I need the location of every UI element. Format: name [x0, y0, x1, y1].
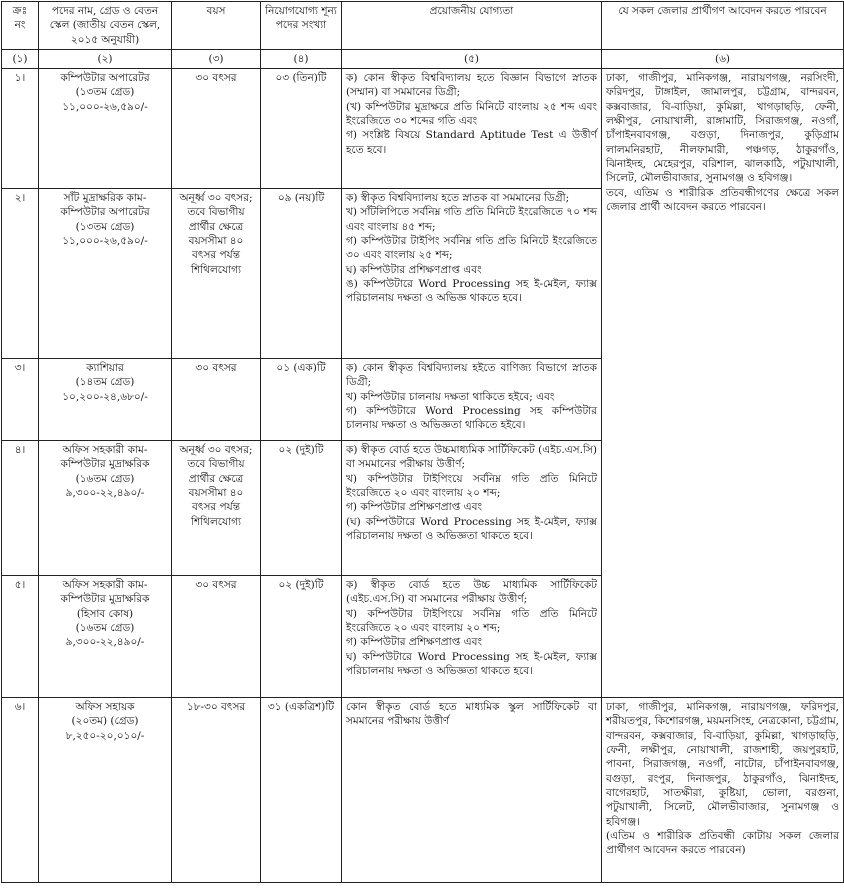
column-number: (৬)	[602, 49, 844, 68]
qualification-item: খ) কম্পিউটার টাইপিংয়ে সর্বনিম্ন গতি প্রতি মিনিটে ইংরেজিতে ২০ এবং বাংলায় ২০ শব্দ;	[346, 472, 597, 500]
qualification-item: (ঘ) কম্পিউটারে Word Processing সহ ই-মেইল, ফ্যাক্স পরিচালনায় দক্ষতা ও অভিজ্ঞতা থাকতে হবে।	[346, 515, 597, 542]
district-note: (এতিম ও শারীরিক প্রতিবন্ধী কোটায় সকল জেলার প্রার্থীগণ আবেদন করতে পারবেন)	[606, 829, 839, 857]
row-age: অনূর্ধ্ব ৩০ বৎসর; তবে বিভাগীয় প্রার্থীর ক্ষেত্রে বয়সসীমা ৪০ বৎসর পর্যন্ত শিথিলযোগ্য	[172, 189, 261, 359]
qualification-item: খ) কম্পিউটার টাইপিংয়ে সর্বনিম্ন গতি প্রতি মিনিটে ইংরেজিতে ২০ এবং বাংলায় ২০ শব্দ;	[346, 607, 597, 635]
qualification-item: গ) কম্পিউটার টাইপিং সর্বনিম্ন গতি প্রতি মিনিটে ইংরেজিতে ৩০ এবং বাংলায় ২৫ শব্দ;	[346, 235, 597, 262]
qualification-item: গ) কম্পিউটার প্রশিক্ষণপ্রাপ্ত এবং	[346, 636, 482, 649]
post-grade: (১৩তম গ্রেড)	[75, 220, 135, 233]
district-list: ঢাকা, গাজীপুর, মানিকগঞ্জ, নারায়ণগঞ্জ, ফরিদপুর, শরীয়তপুর, কিশোরগঞ্জ, ময়মনসিংহ, নেত্রকোনা, চট্টগ্রাম, বান্দরবন, কক্সবাজার, বি-বাড়িয়া, কুমিল্লা, খাগড়াছড়ি, ফেনী, লক্ষীপুর, নোয়াখালী, রাজশাহী, জয়পুরহাট, পাবনা, সিরাজগঞ্জ, নওগাঁ, নাটোর, চাঁপাইনবাবগঞ্জ, বগুড়া, রংপুর, দিনাজপুর, ঠাকুরগাঁও, ঝিনাইদহ, বাগেরহাট, সাতক্ষীরা, কুষ্টিয়া, ভোলা, বরগুনা, পটুয়াখালী, সিলেট, মৌলভীবাজার, সুনামগঞ্জ ও হবিগঞ্জ।	[606, 701, 839, 828]
row-qualification	[342, 359, 602, 441]
post-title: ক্যাশিয়ার	[86, 362, 124, 375]
table-row	[2, 698, 844, 883]
qualification-item: ক) স্বীকৃত বোর্ড হতে উচ্চ মাধ্যমিক সার্টিফিকেট (এইচ.এস.সি) বা সমমানের পরীক্ষায় উত্তীর্ণ;	[346, 579, 597, 606]
row-post	[39, 698, 172, 883]
qualification-item: ঙ) কম্পিউটারে Word Processing সহ ই-মেইল, ফ্যাক্স পরিচালনায় দক্ষতা ও অভিজ্ঞ থাকতে হবে।	[346, 277, 597, 305]
qualification-item: ক) কোন স্বীকৃত বিশ্ববিদ্যালয় হইতে বাণিজ্য বিভাগে স্নাতক ডিগ্রী;	[346, 362, 597, 389]
post-grade: (১৩তম গ্রেড)	[75, 86, 135, 99]
row-qualification	[342, 69, 602, 189]
header-serial: ক্রঃ নং	[2, 2, 39, 50]
row-vacancy: ০২ (দুই)টি	[261, 441, 342, 576]
row-post	[39, 69, 172, 189]
post-title: অফিস সহকারী কাম-কম্পিউটার মুদ্রাক্ষরিক	[60, 579, 150, 606]
row-age: ৩০ বৎসর	[172, 69, 261, 189]
column-number: (২)	[39, 49, 172, 68]
qualification-item: ক) স্বীকৃত বিশ্ববিদ্যালয় হতে স্নাতক বা সমমানের ডিগ্রী;	[346, 192, 570, 205]
row-age: ১৮-৩০ বৎসর	[172, 698, 261, 883]
post-grade: (১৬তম গ্রেড)	[75, 622, 135, 635]
row-qualification	[342, 189, 602, 359]
row-age: ৩০ বৎসর	[172, 576, 261, 698]
qualification-item: কোন স্বীকৃত বোর্ড হতে মাধ্যমিক স্কুল সার্টিফিকেট বা সমমানের পরীক্ষায় উত্তীর্ণ	[346, 701, 597, 728]
post-scale: ১০,২০০-২৪,৬৮০/-	[62, 390, 148, 403]
qualification-item: ঘ) কম্পিউটার প্রশিক্ষণপ্রাপ্ত এবং	[346, 263, 482, 276]
row-post	[39, 441, 172, 576]
post-grade: (১৬তম গ্রেড)	[75, 472, 135, 485]
row-districts	[602, 69, 844, 698]
qualification-item: খ) সাঁটলিপিতে সর্বনিম্ন গতি প্রতি মিনিটে ইংরেজিতে ৭০ শব্দ এবং বাংলায় ৪৫ শব্দ;	[346, 206, 597, 233]
post-title: কম্পিউটার অপারেটর	[60, 72, 150, 85]
header-post: পদের নাম, গ্রেড ও বেতন স্কেল (জাতীয় বেতন স্কেল, ২০১৫ অনুযায়ী)	[39, 2, 172, 50]
row-vacancy: ০৯ (নয়)টি	[261, 189, 342, 359]
row-qualification	[342, 576, 602, 698]
row-age: অনূর্ধ্ব ৩০ বৎসর; তবে বিভাগীয় প্রার্থীর ক্ষেত্রে বয়সসীমা ৪০ বৎসর পর্যন্ত শিথিলযোগ্য	[172, 441, 261, 576]
qualification-item: ক) কোন স্বীকৃত বিশ্ববিদ্যালয় হতে বিজ্ঞান বিভাগে স্নাতক (সম্মান) বা সমমানের ডিগ্রী;	[346, 72, 597, 99]
row-post	[39, 189, 172, 359]
row-serial: ১।	[2, 69, 39, 189]
post-scale: ৯,৩০০-২২,৪৯০/-	[65, 487, 145, 500]
row-vacancy: ৩১ (একত্রিশ)টি	[261, 698, 342, 883]
post-title: সাঁট মুদ্রাক্ষরিক কাম-কম্পিউটার অপারেটর	[60, 192, 150, 219]
post-scale: ১১,০০০-২৬,৫৯০/-	[62, 100, 148, 113]
row-post	[39, 576, 172, 698]
post-scale: ৮,২৫০-২০,০১০/-	[65, 729, 145, 742]
post-scale: ১১,০০০-২৬,৫৯০/-	[62, 235, 148, 248]
qualification-item: গ) কম্পিউটারে Word Processing সহ কম্পিউটার চালনায় দক্ষতা ও অভিজ্ঞতা থাকিতে হইবে।	[346, 405, 597, 432]
row-age: ৩০ বৎসর	[172, 359, 261, 441]
qualification-item: (খ) কম্পিউটার মুদ্রাক্ষরে প্রতি মিনিটে বাংলায় ২৫ শব্দ এবং ইংরেজিতে ৩০ শব্দের গতি এবং	[346, 100, 597, 128]
post-section: (হিসাব কোষ)	[76, 607, 134, 620]
row-serial: ৩।	[2, 359, 39, 441]
post-scale: ৯,৩০০-২২,৪৯০/-	[65, 636, 145, 649]
row-vacancy: ০২ (দুই)টি	[261, 576, 342, 698]
job-circular-table	[1, 1, 844, 883]
row-districts	[602, 698, 844, 883]
column-number-row	[2, 49, 844, 68]
qualification-item: ঘ) কম্পিউটারে Word Processing সহ ই-মেইল, ফ্যাক্স পরিচালনায় দক্ষতা ও অভিজ্ঞতা থাকতে হবে।	[346, 650, 597, 677]
qualification-item: খ) কম্পিউটার চালনায় দক্ষতা থাকিতে হইবে; এবং	[346, 390, 555, 403]
qualification-item: ক) স্বীকৃত বোর্ড হতে উচ্চমাধ্যমিক সার্টিফিকেট (এইচ.এস.সি) বা সমমানের পরীক্ষায় উত্তীর্ণ;	[346, 444, 597, 471]
row-qualification	[342, 441, 602, 576]
row-serial: ৬।	[2, 698, 39, 883]
district-note: তবে, এতিম ও শারীরিক প্রতিবন্ধীগণের ক্ষেত্রে সকল জেলার প্রার্থী আবেদন করতে পারবেন।	[606, 186, 839, 213]
row-vacancy: ০৩ (তিন)টি	[261, 69, 342, 189]
row-serial: ৪।	[2, 441, 39, 576]
header-qualification: প্রয়োজনীয় যোগ্যতা	[342, 2, 602, 50]
post-grade: (২০তম) (গ্রেড)	[71, 715, 139, 728]
row-serial: ২।	[2, 189, 39, 359]
header-districts: যে সকল জেলার প্রার্থীগণ আবেদন করতে পারবেন	[602, 2, 844, 50]
qualification-item: গ) কম্পিউটার প্রশিক্ষণপ্রাপ্ত এবং	[346, 501, 482, 514]
post-grade: (১৪তম গ্রেড)	[75, 376, 135, 389]
post-title: অফিস সহকারী কাম-কম্পিউটার মুদ্রাক্ষরিক	[60, 444, 150, 471]
row-vacancy: ০১ (এক)টি	[261, 359, 342, 441]
column-number: (৪)	[261, 49, 342, 68]
row-qualification	[342, 698, 602, 883]
table-row	[2, 69, 844, 189]
post-title: অফিস সহায়ক	[75, 701, 135, 714]
header-age: বয়স	[172, 2, 261, 50]
column-number: (৫)	[342, 49, 602, 68]
row-serial: ৫।	[2, 576, 39, 698]
column-number: (১)	[2, 49, 39, 68]
header-vacancy: নিয়োগযোগ্য শূন্য পদের সংখ্যা	[261, 2, 342, 50]
row-post	[39, 359, 172, 441]
district-list: ঢাকা, গাজীপুর, মানিকগঞ্জ, নারায়ণগঞ্জ, নরসিংদী, ফরিদপুর, টাঙ্গাইল, জামালপুর, চট্টগ্রাম, বান্দরবন, কক্সবাজার, বি-বাড়িয়া, কুমিল্লা, খাগড়াছড়ি, ফেনী, লক্ষীপুর, নোয়াখালী, রাঙ্গামাটি, সিরাজগঞ্জ, নওগাঁ, চাঁপাইনবাবগঞ্জ, বগুড়া, দিনাজপুর, কুড়িগ্রাম লালমনিরহাট, নীলফামারী, পঞ্চগড়, ঠাকুরগাঁও, ঝিনাইদহ, মেহেরপুর, বরিশাল, ঝালকাঠি, পটুয়াখালী, সিলেট, মৌলভীবাজার, সুনামগঞ্জ ও হবিগঞ্জ।	[606, 72, 839, 185]
header-row	[2, 2, 844, 50]
qualification-item: গ) সংশ্লিষ্ট বিষয়ে Standard Aptitude Test এ উত্তীর্ণ হতে হবে।	[346, 129, 597, 156]
column-number: (৩)	[172, 49, 261, 68]
